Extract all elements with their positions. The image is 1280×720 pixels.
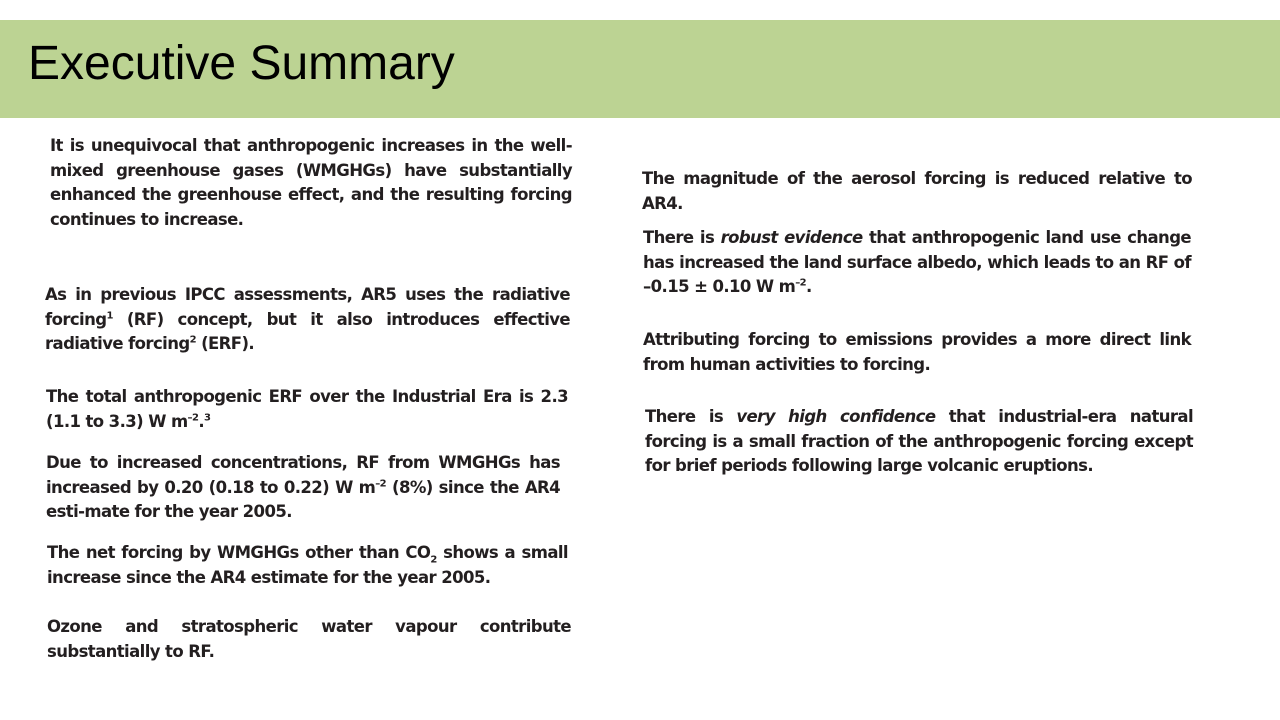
text-segment: Due to increased concentrations, RF from WMGHGs has increased by 0.20 (0.18 to 0.22) W m [46, 453, 560, 497]
text-segment: (RF) concept, but it also introduces effective radiative forcing [45, 309, 570, 353]
subscript: 2 [430, 554, 437, 566]
statement-aerosol-forcing: The magnitude of the aerosol forcing is reduced relative to AR4. [642, 169, 1192, 213]
statement-rf-erf-concept [45, 283, 570, 357]
text-segment: that industrial-era natural forcing is a small fraction of the anthropogenic forcing except for brief periods following large volcanic eruptions. [645, 407, 1193, 475]
emphasis-text: robust evidence [720, 228, 863, 247]
text-segment: that anthropogenic land use change has increased the land surface albedo, which leads to an RF of –0.15 ± 0.10 W m [643, 228, 1191, 296]
text-segment: The net forcing by WMGHGs other than CO [47, 543, 431, 562]
statement-emissions-attribution: Attributing forcing to emissions provides a more direct link from human activities to forcing. [643, 330, 1191, 374]
footnote-marker: 3 [203, 412, 211, 423]
text-segment: As in previous IPCC assessments, AR5 uses the radiative forcing [45, 285, 570, 329]
statement-land-use-albedo [643, 226, 1191, 300]
text-segment: . [806, 277, 812, 296]
title-bar [0, 20, 1280, 118]
text-segment: There is [643, 228, 721, 247]
statement-wmghg-rf-increase [46, 451, 560, 525]
superscript: –2 [375, 478, 387, 489]
text-segment: . [198, 411, 204, 431]
text-segment: The total anthropogenic ERF over the Industrial Era is 2.3 (1.1 to 3.3) W m [46, 387, 568, 431]
superscript: –2 [187, 412, 199, 423]
statement-ozone-water-vapour: Ozone and stratospheric water vapour contribute substantially to RF. [47, 617, 571, 661]
text-segment: shows a small increase since the AR4 estimate for the year 2005. [47, 543, 568, 587]
footnote-marker: 2 [189, 334, 196, 346]
text-segment: There is [645, 407, 737, 426]
statement-non-co2-forcing [47, 541, 568, 590]
statement-total-erf [46, 385, 568, 434]
text-segment: (ERF). [195, 334, 255, 353]
emphasis-text: very high confidence [736, 407, 936, 426]
statement-natural-forcing [645, 405, 1193, 479]
slide-title: Executive Summary [28, 37, 455, 90]
statement-wmghg-unequivocal: It is unequivocal that anthropogenic increases in the well-mixed greenhouse gases (WMGHGs) have substantially enhanced the greenhouse effect, and the resulting forcing continues to increase. [50, 136, 572, 229]
footnote-marker: 1 [106, 310, 113, 321]
text-segment: (8%) since the AR4 esti-mate for the year 2005. [46, 477, 560, 521]
superscript: –2 [795, 277, 807, 289]
